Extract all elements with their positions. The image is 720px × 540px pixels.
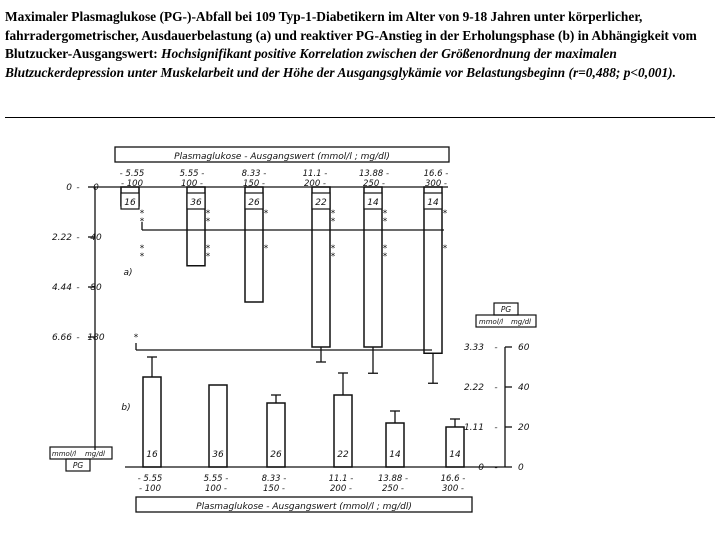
right-tick-label-mg: 0 [518, 463, 524, 473]
panel-a-significance-mark: * [139, 244, 145, 254]
right-tick-dash: - [494, 463, 498, 473]
top-tick-label-mg: 200 - [304, 179, 326, 189]
panel-a-n-label: 16 [124, 198, 136, 208]
panel-a-significance-mark: * [330, 244, 336, 254]
panel-a-significance-mark: * [382, 244, 388, 254]
right-tick-label-mmol: 0 [478, 463, 484, 473]
top-tick-label-mg: 300 - [425, 179, 447, 189]
panel-a-significance-mark: * [205, 244, 211, 254]
bottom-tick-label-mg: 150 - [263, 484, 285, 494]
left-unit-mg: mg/dl [84, 450, 106, 458]
panel-a-significance-mark: * [139, 209, 145, 219]
left-tick-label-mmol: 0 [66, 183, 72, 193]
panel-a-significance-mark: * [205, 252, 211, 262]
panel-a-significance-mark: * [139, 252, 145, 262]
left-tick-dash: - [76, 283, 80, 293]
panel-b-bar [386, 423, 404, 467]
bottom-tick-label-mg: 200 - [330, 484, 352, 494]
bottom-tick-label-mmol: 11.1 - [328, 474, 354, 484]
top-tick-label-mmol: 5.55 - [179, 169, 205, 179]
panel-b-bar [446, 427, 464, 467]
left-tick-label-mg: 180 [87, 333, 105, 343]
panel-b-n-label: 26 [270, 450, 282, 460]
panel-b-label: b) [121, 403, 131, 413]
panel-a-bar [424, 187, 442, 353]
right-tick-dash: - [494, 383, 498, 393]
left-tick-label-mmol: 6.66 [51, 333, 72, 343]
bottom-tick-label-mg: 250 - [382, 484, 404, 494]
bottom-tick-label-mg: 100 - [205, 484, 227, 494]
panel-a-significance-mark: * [382, 217, 388, 227]
panel-a-significance-mark: * [330, 209, 336, 219]
panel-a-significance-mark: * [330, 252, 336, 262]
panel-b-n-label: 36 [212, 450, 224, 460]
top-tick-label-mmol: 13.88 - [358, 169, 390, 179]
panel-b-n-label: 14 [449, 450, 461, 460]
panel-b-n-label: 14 [389, 450, 401, 460]
top-tick-label-mg: 150 - [243, 179, 265, 189]
bottom-tick-label-mmol: - 5.55 [137, 474, 163, 484]
right-tick-label-mg: 40 [518, 383, 530, 393]
top-tick-label-mmol: 8.33 - [241, 169, 267, 179]
panel-a-significance-mark: * [442, 209, 448, 219]
panel-b-n-label: 22 [337, 450, 349, 460]
right-unit-name: PG [500, 305, 512, 314]
right-tick-label-mg: 20 [518, 423, 530, 433]
left-tick-label-mg: 40 [90, 233, 102, 243]
panel-a-significance-mark: * [139, 217, 145, 227]
bottom-tick-label-mg: 300 - [442, 484, 464, 494]
caption-bold-text: Maximaler Plasmaglukose (PG-)-Abfall bei 109 Typ-1-Diabetikern im Alter von 9-18 Jahren unter körperlicher, fahrradergometrischer, Ausdauerbelastung (a) und reaktiver PG-Anstieg in der Erholungsphase (b) in Abhängigkeit vom Blutzucker-Ausgangswert: [5, 9, 697, 61]
panel-a-significance-mark: * [382, 252, 388, 262]
left-tick-label-mg: 0 [93, 183, 99, 193]
bottom-tick-label-mmol: 8.33 - [261, 474, 287, 484]
panel-a-significance-mark: * [205, 209, 211, 219]
right-tick-label-mmol: 1.11 [463, 423, 484, 433]
right-unit-mmol: mmol/l [478, 318, 504, 326]
panel-a-bar [312, 187, 330, 347]
right-tick-label-mmol: 3.33 [463, 343, 484, 353]
left-unit-name: PG [72, 461, 84, 470]
top-tick-label-mg: 100 - [181, 179, 203, 189]
right-tick-label-mg: 60 [518, 343, 530, 353]
panel-a-significance-mark: * [263, 209, 269, 219]
bottom-tick-label-mmol: 5.55 - [203, 474, 229, 484]
panel-a-n-label: 36 [190, 198, 202, 208]
bottom-tick-label-mg: - 100 [139, 484, 161, 494]
left-tick-dash: - [76, 183, 80, 193]
panel-a-n-label: 14 [367, 198, 379, 208]
right-tick-dash: - [494, 343, 498, 353]
top-axis-title: Plasmaglukose - Ausgangswert (mmol/l ; mg/dl) [174, 152, 390, 162]
panel-a-significance-mark: * [205, 217, 211, 227]
panel-a-significance-mark: * [382, 209, 388, 219]
bottom-axis-title: Plasmaglukose - Ausgangswert (mmol/l ; mg/dl) [196, 502, 412, 512]
top-tick-label-mmol: 16.6 - [423, 169, 449, 179]
top-tick-label-mg: 250 - [363, 179, 385, 189]
panel-a-significance-mark: * [263, 244, 269, 254]
panel-a-n-label: 22 [315, 198, 327, 208]
left-tick-label-mg: 80 [90, 283, 102, 293]
top-tick-label-mg: - 100 [121, 179, 143, 189]
panel-a-label: a) [123, 268, 133, 278]
right-tick-dash: - [494, 423, 498, 433]
top-tick-label-mmol: 11.1 - [302, 169, 328, 179]
bottom-tick-label-mmol: 13.88 - [377, 474, 409, 484]
right-tick-label-mmol: 2.22 [463, 383, 484, 393]
caption-italic-text: Hochsignifikant positive Korrelation zwischen der Größenordnung der maximalen Blutzuckerdepression unter Muskelarbeit und der Höhe der Ausgangsglykämie vor Belastungsbeginn (r=0,488; p<0,001). [5, 46, 676, 80]
top-tick-label-mmol: - 5.55 [119, 169, 145, 179]
panel-a-bar [364, 187, 382, 347]
bottom-tick-label-mmol: 16.6 - [440, 474, 466, 484]
panel-b-significance-mark: * [133, 333, 139, 343]
panel-a-significance-mark: * [442, 244, 448, 254]
left-tick-label-mmol: 2.22 [51, 233, 72, 243]
panel-a-significance-mark: * [330, 217, 336, 227]
right-unit-mg: mg/dl [510, 318, 532, 326]
left-tick-dash: - [76, 333, 80, 343]
left-unit-mmol: mmol/l [51, 450, 77, 458]
panel-a-n-label: 26 [248, 198, 260, 208]
panel-b-n-label: 16 [146, 450, 158, 460]
left-tick-dash: - [76, 233, 80, 243]
panel-a-n-label: 14 [427, 198, 439, 208]
left-tick-label-mmol: 4.44 [51, 283, 72, 293]
